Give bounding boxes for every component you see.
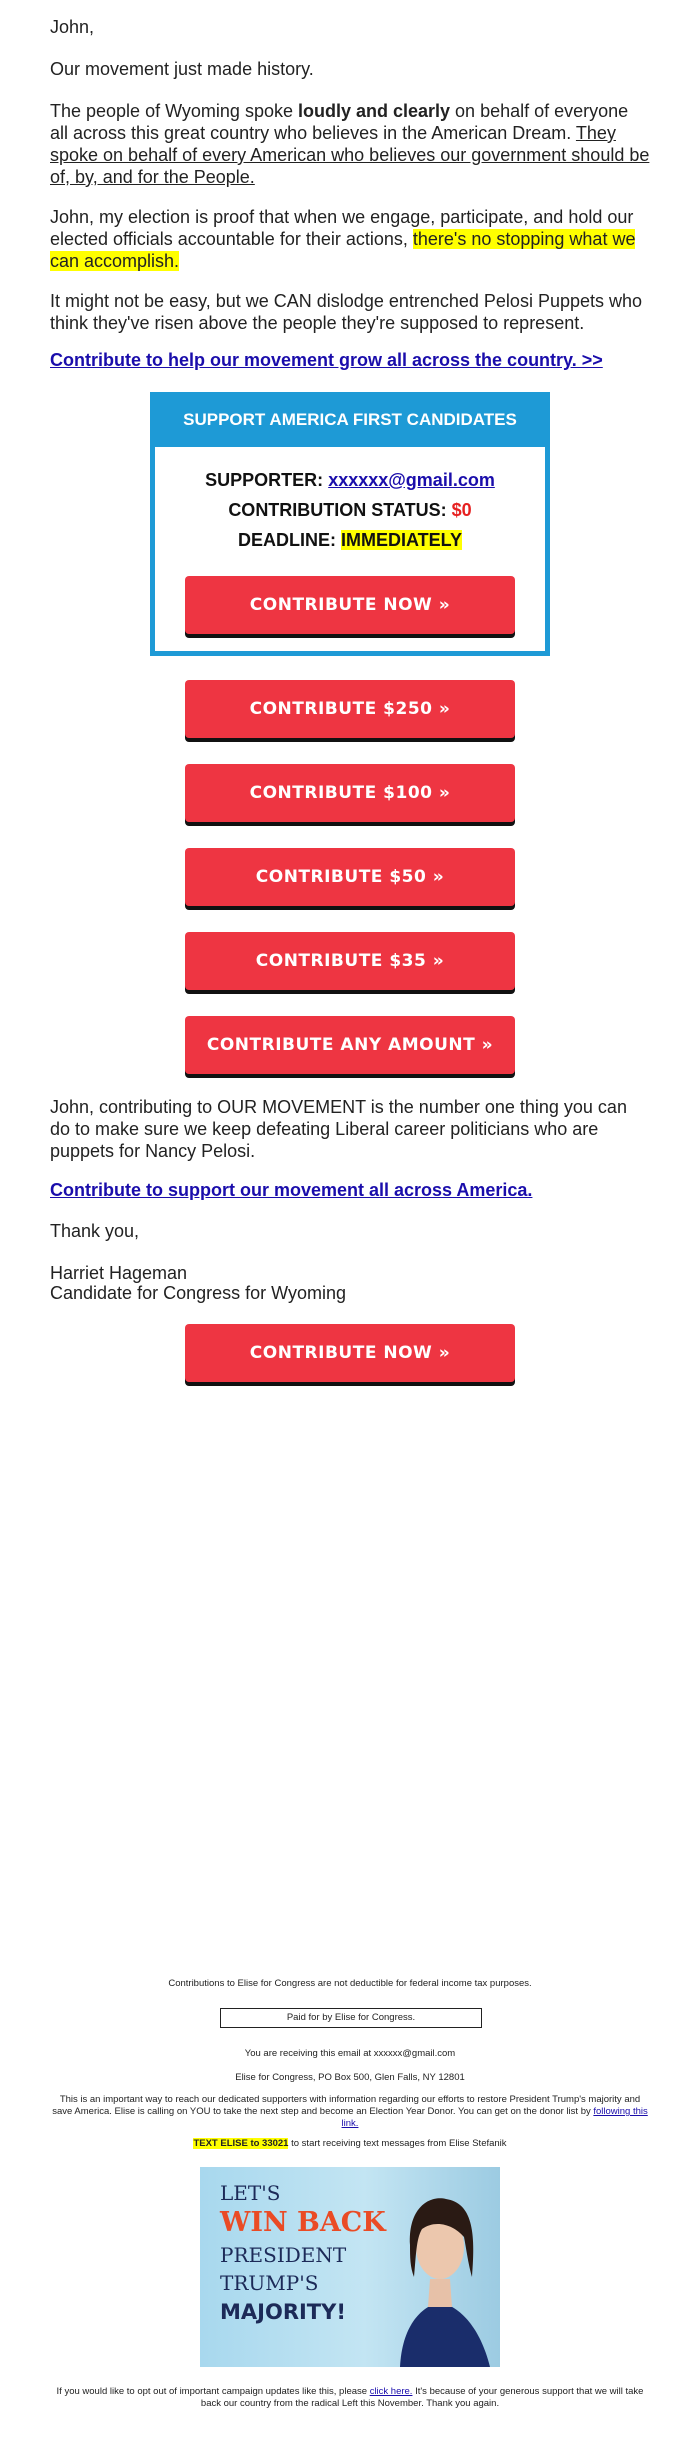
banner-line-1: LET'S (220, 2181, 281, 2205)
paragraph-history: Our movement just made history. (50, 59, 314, 79)
card-header: SUPPORT AMERICA FIRST CANDIDATES (155, 397, 545, 447)
paragraph-movement: John, contributing to OUR MOVEMENT is the number one thing you can do to make sure we keep defeating Liberal career politicians who are puppets for Nancy Pelosi. (50, 1097, 627, 1161)
paid-for-box: Paid for by Elise for Congress. (220, 2008, 482, 2028)
contribute-35-button[interactable]: CONTRIBUTE $35 » (185, 932, 515, 990)
contribute-link-support[interactable]: Contribute to support our movement all across America. (50, 1180, 533, 1200)
banner-line-3: PRESIDENT (220, 2243, 347, 2267)
contribute-link-grow[interactable]: Contribute to help our movement grow all across the country. >> (50, 350, 603, 370)
win-back-banner[interactable] (200, 2167, 500, 2367)
text-signup-notice: TEXT ELISE to 33021 to start receiving text messages from Elise Stefanik (193, 2138, 507, 2149)
card-contribute-now-button[interactable]: CONTRIBUTE NOW » (185, 576, 515, 634)
contribute-250-button[interactable]: CONTRIBUTE $250 » (185, 680, 515, 738)
paragraph-election: John, my election is proof that when we engage, participate, and hold our elected officials accountable for their actions, there's no stopping what we can accomplish. (50, 207, 636, 271)
banner-line-4: TRUMP'S (220, 2271, 319, 2295)
contribute-now-button[interactable]: CONTRIBUTE NOW » (185, 1324, 515, 1382)
tax-disclaimer: Contributions to Elise for Congress are not deductible for federal income tax purposes. (168, 1978, 532, 1989)
text-signup-highlight: TEXT ELISE to 33021 (193, 2138, 289, 2149)
supporter-email-link[interactable]: xxxxxx@gmail.com (328, 470, 495, 490)
paragraph-wyoming: The people of Wyoming spoke loudly and clearly on behalf of everyone all across this great country who believes in the American Dream. They spoke on behalf of every American who believes our government should be of, by, and for the People. (50, 101, 650, 187)
donor-list-link[interactable]: following this link. (341, 2106, 648, 2129)
opt-out-notice: If you would like to opt out of important campaign updates like this, please click here. It's because of your generous support that we will take back our country from the radical Left this November. Thank you again. (56, 2386, 644, 2409)
receiving-notice: You are receiving this email at xxxxxx@gmail.com (244, 2048, 456, 2059)
opt-out-link[interactable]: click here. (369, 2386, 413, 2397)
status-line: CONTRIBUTION STATUS: $0 (228, 500, 472, 520)
contribute-100-button[interactable]: CONTRIBUTE $100 » (185, 764, 515, 822)
paragraph-pelosi: It might not be easy, but we CAN dislodge entrenched Pelosi Puppets who think they've risen above the people they're supposed to represent. (50, 291, 643, 333)
signature-title: Candidate for Congress for Wyoming (50, 1283, 346, 1303)
thanks-text: Thank you, (50, 1221, 140, 1241)
greeting: John, (50, 17, 95, 37)
contribute-50-button[interactable]: CONTRIBUTE $50 » (185, 848, 515, 906)
status-value: $0 (451, 500, 472, 520)
deadline-line: DEADLINE: IMMEDIATELY (237, 530, 463, 550)
card-body (155, 447, 545, 575)
mailing-address: Elise for Congress, PO Box 500, Glen Falls, NY 12801 (235, 2072, 465, 2083)
signature-name: Harriet Hageman (50, 1263, 188, 1283)
banner-line-2: WIN BACK (220, 2207, 386, 2238)
important-notice: This is an important way to reach our dedicated supporters with information regarding our efforts to restore President Trump's majority and save America. Elise is calling on YOU to take the next step and become an Election Year Donor. You can get on the donor list by following this link. (52, 2094, 648, 2129)
supporter-line: SUPPORTER: xxxxxx@gmail.com (205, 470, 495, 490)
candidate-photo (380, 2167, 500, 2367)
contribute-any-amount-button[interactable]: CONTRIBUTE ANY AMOUNT » (185, 1016, 515, 1074)
deadline-value: IMMEDIATELY (341, 530, 463, 550)
banner-line-5: MAJORITY! (220, 2300, 346, 2324)
